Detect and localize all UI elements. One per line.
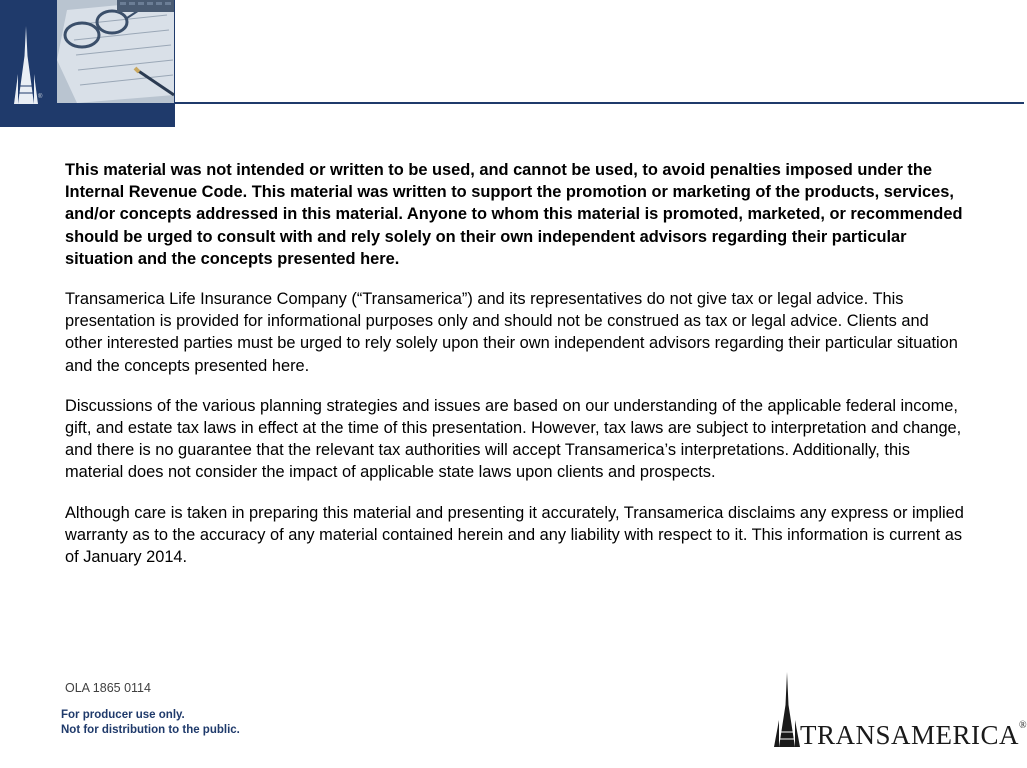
registered-mark: ® (38, 94, 43, 100)
wordmark-text: TRANSAMERICA (800, 720, 1020, 750)
tax-advice-disclaimer-paragraph: Transamerica Life Insurance Company (“Transamerica”) and its representatives do not give tax or legal advice. This presentation is provided for informational purposes only and should not be construed as tax or legal advice. Clients and other interested parties must be urged to rely solely upon their own independent advisors regarding their particular situation and the concepts presented here. (65, 290, 958, 375)
disclaimer-content (65, 159, 970, 586)
pyramid-logo-icon (12, 26, 43, 104)
warranty-disclaimer-paragraph: Although care is taken in preparing this material and presenting it accurately, Transamerica disclaims any express or implied warranty as to the accuracy of any material contained herein and any liability with respect to it. This information is current as of January 2014. (65, 503, 964, 567)
header-brand-block (0, 0, 175, 127)
producer-use-note (61, 708, 240, 738)
transamerica-wordmark (800, 720, 1027, 751)
producer-note-line-1: For producer use only. (61, 709, 185, 721)
wordmark-registered-mark: ® (1019, 720, 1027, 731)
header-divider-line (175, 102, 1024, 104)
desk-with-glasses-and-pen-image (57, 0, 174, 103)
irs-disclaimer-paragraph: This material was not intended or written to be used, and cannot be used, to avoid penalties imposed under the Internal Revenue Code. This material was written to support the promotion or marketing of the products, services, and/or concepts addressed in this material. Anyone to whom this material is promoted, marketed, or recommended should be urged to consult with and rely solely on their own independent advisors regarding their particular situation and the concepts presented here. (65, 161, 963, 268)
producer-note-line-2: Not for distribution to the public. (61, 724, 240, 736)
planning-strategies-paragraph: Discussions of the various planning strategies and issues are based on our understanding of the applicable federal income, gift, and estate tax laws in effect at the time of this presentation. However, tax laws are subject to interpretation and change, and there is no guarantee that the relevant tax authorities will accept Transamerica’s interpretations. Additionally, this material does not consider the impact of applicable state laws upon clients and prospects. (65, 396, 962, 482)
document-code: OLA 1865 0114 (65, 681, 151, 695)
